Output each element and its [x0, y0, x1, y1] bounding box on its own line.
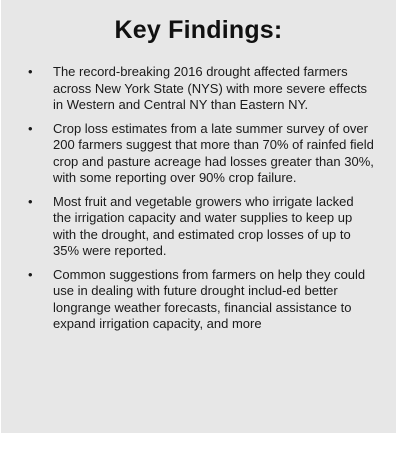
- finding-text: Most fruit and vegetable growers who irrigate lacked the irrigation capacity and water supplies to keep up with the drought, and estimated crop losses of up to 35% were reported.: [53, 193, 354, 258]
- finding-text: Common suggestions from farmers on help they could use in dealing with future drought includ-ed better longrange weather forecasts, financial assistance to expand irrigation capacity, and more: [53, 266, 366, 331]
- bullet-icon: •: [28, 193, 33, 209]
- panel-title: Key Findings:: [114, 16, 283, 44]
- finding-item: [1, 64, 396, 114]
- finding-item: [1, 194, 396, 260]
- findings-list: [1, 64, 396, 340]
- key-findings-panel: [1, 0, 396, 433]
- bullet-icon: •: [28, 266, 33, 282]
- finding-text: Crop loss estimates from a late summer survey of over 200 farmers suggest that more than 70% of rainfed field crop and pasture acreage had losses greater than 30%, with some reporting over 90% crop failure.: [53, 120, 374, 185]
- finding-text: The record-breaking 2016 drought affected farmers across New York State (NYS) with more severe effects in Western and Central NY than Eastern NY.: [53, 64, 368, 112]
- bullet-icon: •: [28, 120, 33, 136]
- finding-item: [1, 121, 396, 187]
- bullet-icon: •: [28, 64, 33, 79]
- finding-item: [1, 267, 396, 333]
